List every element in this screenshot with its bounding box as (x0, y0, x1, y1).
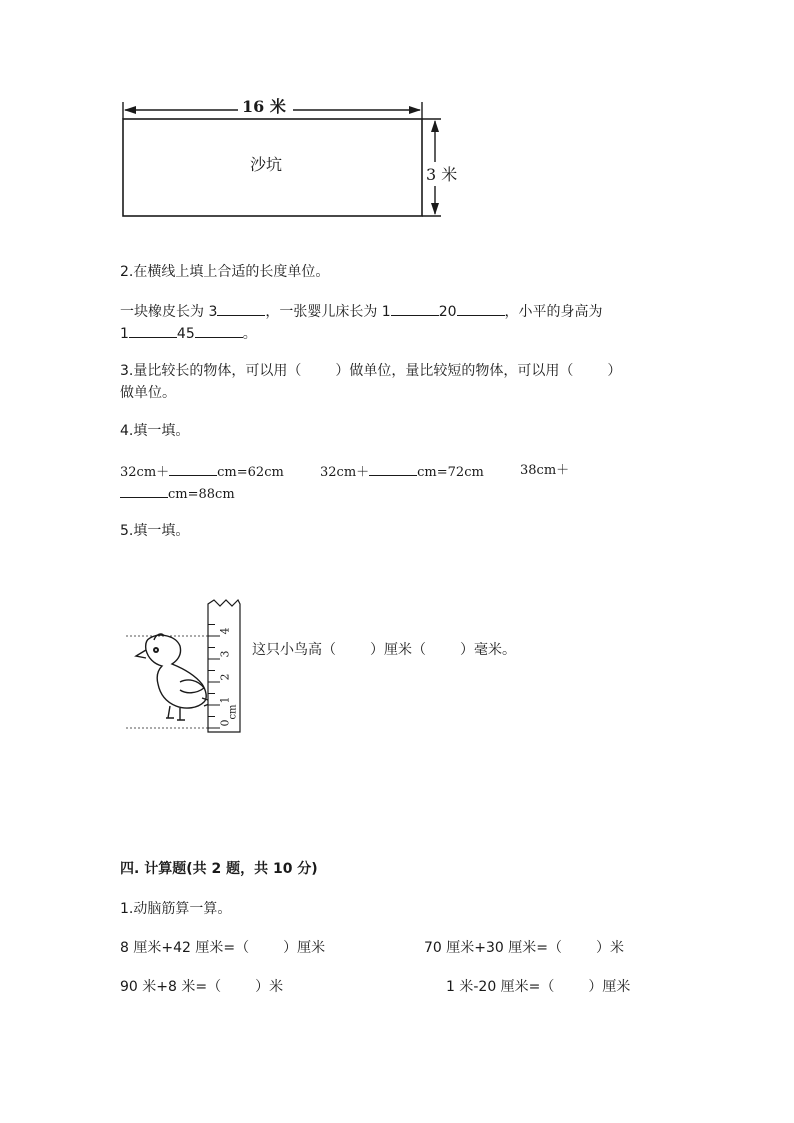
q2-title: 2.在横线上填上合适的长度单位。 (120, 264, 330, 280)
q2-blank-4[interactable] (129, 323, 177, 338)
q2-line2: 1 45 。 (120, 323, 257, 344)
ruler-mark-0: 0 (218, 719, 232, 727)
q4-item-1: 32cm＋ cm=62cm (120, 461, 284, 483)
sandpit-diagram (110, 92, 470, 227)
q4-blank-3[interactable] (120, 483, 168, 498)
section4-q1-title: 1.动脑筋算一算。 (120, 901, 232, 917)
calc-3: 90 米+8 米=（ ）米 (120, 979, 284, 995)
q2-blank-1[interactable] (217, 301, 265, 316)
q4-blank-2[interactable] (369, 461, 417, 476)
q5-sentence: 这只小鸟高（ ）厘米（ ）毫米。 (252, 642, 516, 658)
q4-item-3a: 38cm＋ (520, 463, 570, 478)
q2-blank-2[interactable] (391, 301, 439, 316)
ruler-unit: cm (227, 704, 239, 720)
q4-item-3b: cm=88cm (120, 483, 235, 505)
sandpit-drawing (110, 92, 470, 227)
bird-icon (136, 634, 214, 720)
q2-blank-5[interactable] (195, 323, 243, 338)
ruler-mark-2: 2 (218, 673, 232, 681)
q2-line1: 一块橡皮长为 3 ，一张婴儿床长为 1 20 ，小平的身高为 (120, 301, 603, 322)
section4-heading: 四. 计算题(共 2 题，共 10 分) (120, 861, 318, 877)
q4-title: 4.填一填。 (120, 423, 190, 439)
calc-2: 70 厘米+30 厘米=（ ）米 (424, 940, 624, 956)
q3-line1: 3.量比较长的物体，可以用（ ）做单位，量比较短的物体，可以用（ ） (120, 363, 622, 379)
calc-4: 1 米-20 厘米=（ ）厘米 (446, 979, 631, 995)
q3-line2: 做单位。 (120, 385, 176, 401)
q4-item-2: 32cm＋ cm=72cm (320, 461, 484, 483)
width-label: 3 米 (426, 165, 458, 184)
sandpit-label: 沙坑 (250, 155, 283, 174)
ruler-mark-4: 4 (218, 627, 232, 635)
ruler-mark-3: 3 (218, 650, 232, 658)
length-label: 16 米 (242, 97, 286, 116)
q5-title: 5.填一填。 (120, 523, 190, 539)
bird-ruler-figure (122, 598, 252, 738)
ruler-mark-1: 1 (218, 696, 232, 704)
q2-blank-3[interactable] (457, 301, 505, 316)
calc-1: 8 厘米+42 厘米=（ ）厘米 (120, 940, 326, 956)
q4-blank-1[interactable] (169, 461, 217, 476)
